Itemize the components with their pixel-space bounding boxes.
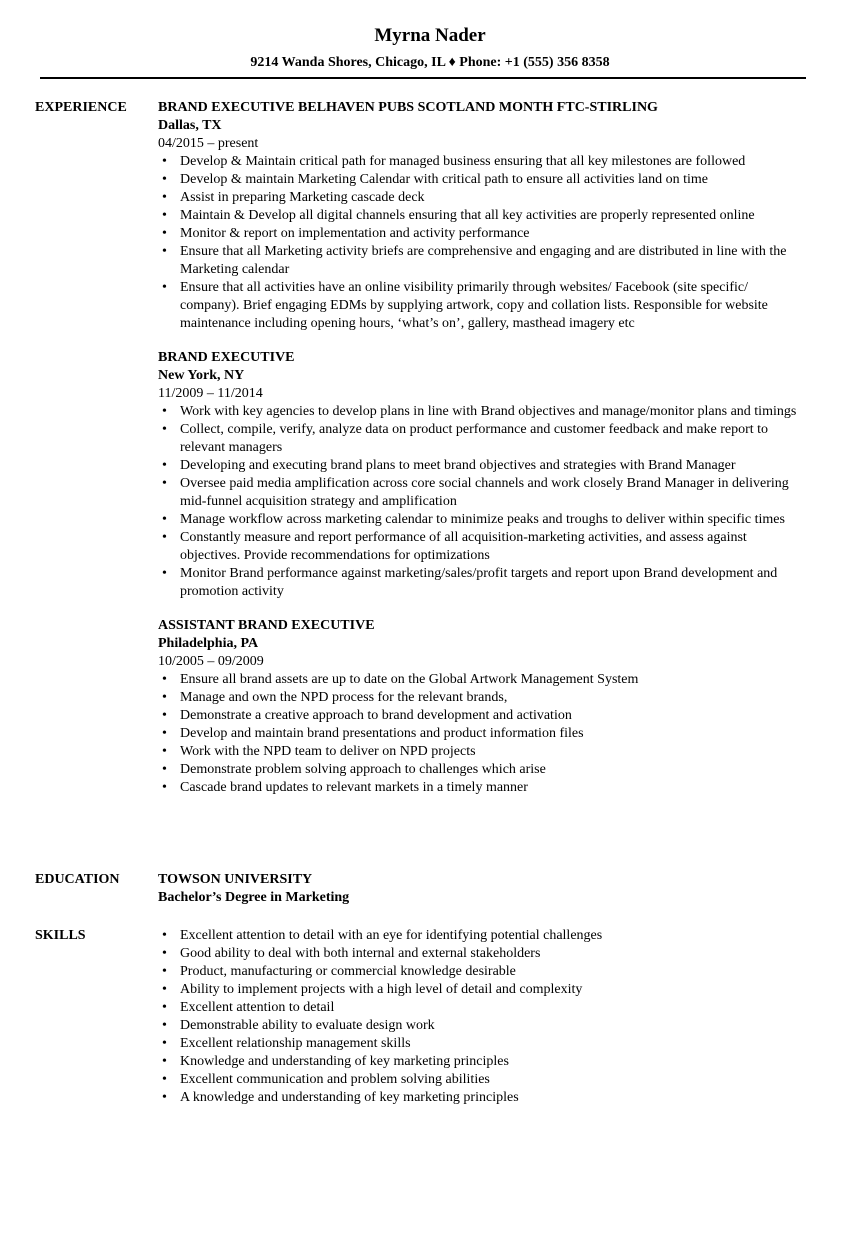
section-label-experience: EXPERIENCE — [35, 100, 127, 115]
skill-item: • Excellent attention to detail — [158, 999, 808, 1017]
job-bullets — [158, 671, 808, 797]
bullet-item: • Collect, compile, verify, analyze data on product performance and customer feedback and make report to relevant managers — [158, 421, 808, 457]
bullet-item: • Monitor Brand performance against marketing/sales/profit targets and report upon Brand development and promotion activity — [158, 565, 808, 601]
job-location: Philadelphia, PA — [158, 636, 259, 651]
education-body — [158, 871, 808, 907]
job-title: ASSISTANT BRAND EXECUTIVE — [158, 618, 375, 633]
skill-item: • Excellent communication and problem solving abilities — [158, 1071, 808, 1089]
bullet-item: • Cascade brand updates to relevant markets in a timely manner — [158, 779, 808, 797]
bullet-item: • Work with the NPD team to deliver on NPD projects — [158, 743, 808, 761]
skill-item: • Excellent attention to detail with an eye for identifying potential challenges — [158, 927, 808, 945]
job-entry — [158, 349, 808, 601]
bullet-item: • Ensure that all activities have an online visibility primarily through websites/ Facebook (site specific/ company). Brief engaging EDMs by supplying artwork, copy and collation lists. Responsible for website maintenance including opening hours, ‘what’s on’, gallery, masthead imagery etc — [158, 279, 808, 333]
job-dates: 10/2005 – 09/2009 — [158, 654, 264, 669]
job-bullets — [158, 403, 808, 601]
skill-item: • A knowledge and understanding of key marketing principles — [158, 1089, 808, 1107]
skills-list — [158, 927, 808, 1107]
job-entry — [158, 99, 808, 333]
candidate-name: Myrna Nader — [374, 25, 486, 46]
bullet-item: • Monitor & report on implementation and activity performance — [158, 225, 808, 243]
skill-item: • Good ability to deal with both internal and external stakeholders — [158, 945, 808, 963]
skill-item: • Demonstrable ability to evaluate design work — [158, 1017, 808, 1035]
bullet-item: • Develop and maintain brand presentations and product information files — [158, 725, 808, 743]
skill-item: • Excellent relationship management skills — [158, 1035, 808, 1053]
bullet-item: • Ensure all brand assets are up to date on the Global Artwork Management System — [158, 671, 808, 689]
bullet-item: • Manage workflow across marketing calendar to minimize peaks and troughs to deliver within specific times — [158, 511, 808, 529]
job-title: BRAND EXECUTIVE BELHAVEN PUBS SCOTLAND MONTH FTC-STIRLING — [158, 100, 658, 115]
section-label-skills: SKILLS — [35, 928, 86, 943]
bullet-item: • Develop & maintain Marketing Calendar with critical path to ensure all activities land on time — [158, 171, 808, 189]
bullet-item: • Developing and executing brand plans to meet brand objectives and strategies with Brand Manager — [158, 457, 808, 475]
job-bullets — [158, 153, 808, 333]
bullet-item: • Demonstrate a creative approach to brand development and activation — [158, 707, 808, 725]
skill-item: • Product, manufacturing or commercial knowledge desirable — [158, 963, 808, 981]
bullet-item: • Develop & Maintain critical path for managed business ensuring that all key milestones are followed — [158, 153, 808, 171]
contact-line: 9214 Wanda Shores, Chicago, IL ♦ Phone: +1 (555) 356 8358 — [250, 55, 610, 70]
experience-body — [158, 99, 808, 813]
bullet-item: • Maintain & Develop all digital channels ensuring that all key activities are properly represented online — [158, 207, 808, 225]
resume-header — [0, 24, 860, 72]
bullet-item: • Demonstrate problem solving approach to challenges which arise — [158, 761, 808, 779]
bullet-item: • Manage and own the NPD process for the relevant brands, — [158, 689, 808, 707]
job-location: Dallas, TX — [158, 118, 222, 133]
job-title: BRAND EXECUTIVE — [158, 350, 295, 365]
skill-item: • Knowledge and understanding of key marketing principles — [158, 1053, 808, 1071]
school-name: TOWSON UNIVERSITY — [158, 872, 313, 887]
skills-body — [158, 927, 808, 1107]
degree: Bachelor’s Degree in Marketing — [158, 890, 350, 905]
bullet-item: • Work with key agencies to develop plans in line with Brand objectives and manage/monitor plans and timings — [158, 403, 808, 421]
bullet-item: • Oversee paid media amplification across core social channels and work closely Brand Manager in delivering mid-funnel acquisition strategy and amplification — [158, 475, 808, 511]
job-dates: 11/2009 – 11/2014 — [158, 386, 263, 401]
job-entry — [158, 617, 808, 797]
skill-item: • Ability to implement projects with a high level of detail and complexity — [158, 981, 808, 999]
job-dates: 04/2015 – present — [158, 136, 259, 151]
header-divider — [40, 77, 806, 79]
job-location: New York, NY — [158, 368, 245, 383]
bullet-item: • Assist in preparing Marketing cascade deck — [158, 189, 808, 207]
bullet-item: • Constantly measure and report performance of all acquisition-marketing activities, and assess against objectives. Provide recommendations for optimizations — [158, 529, 808, 565]
section-label-education: EDUCATION — [35, 872, 120, 887]
bullet-item: • Ensure that all Marketing activity briefs are comprehensive and engaging and are distributed in line with the Marketing calendar — [158, 243, 808, 279]
